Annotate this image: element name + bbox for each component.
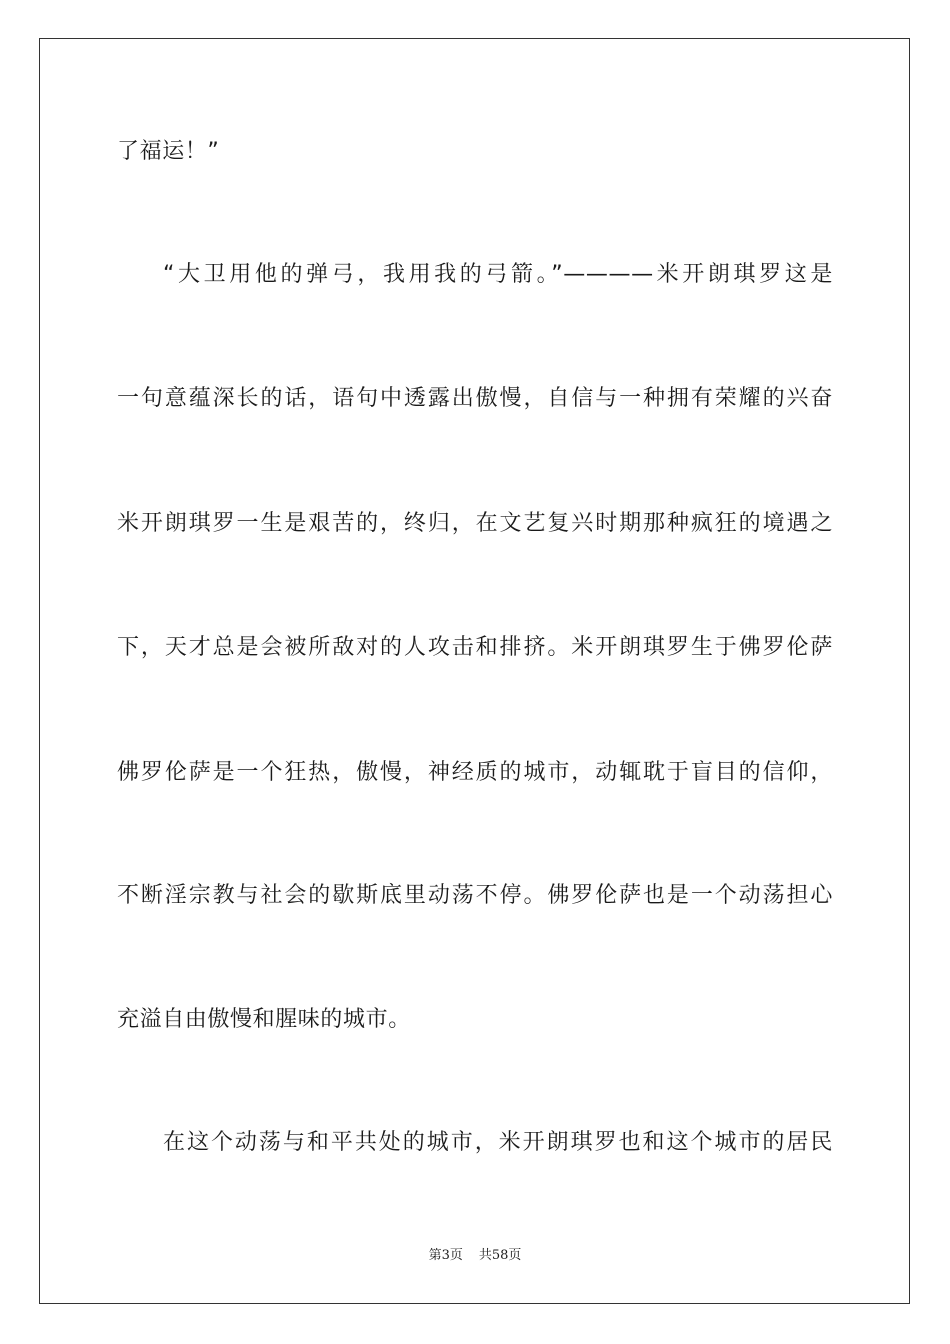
text-line-3: 一句意蕴深长的话，语句中透露出傲慢，自信与一种拥有荣耀的兴奋 — [117, 386, 833, 411]
page-number: 第3页 — [428, 1248, 463, 1263]
text-line-8: 充溢自由傲慢和腥味的城市。 — [117, 1007, 411, 1032]
text-line-5: 下，天才总是会被所敌对的人攻击和排挤。米开朗琪罗生于佛罗伦萨 — [117, 635, 833, 660]
text-line-7: 不断淫宗教与社会的歇斯底里动荡不停。佛罗伦萨也是一个动荡担心 — [117, 883, 833, 908]
text-line-6: 佛罗伦萨是一个狂热，傲慢，神经质的城市，动辄耽于盲目的信仰， — [117, 760, 833, 785]
text-line-9: 在这个动荡与和平共处的城市，米开朗琪罗也和这个城市的居民 — [163, 1130, 833, 1155]
page-footer — [0, 1247, 950, 1265]
page-total: 共58页 — [478, 1248, 522, 1263]
text-line-1: 了福运！” — [117, 139, 220, 164]
text-line-4: 米开朗琪罗一生是艰苦的，终归，在文艺复兴时期那种疯狂的境遇之 — [117, 511, 833, 536]
page-border — [39, 38, 910, 1304]
text-line-2: “大卫用他的弹弓，我用我的弓箭。”————米开朗琪罗这是 — [163, 262, 833, 287]
